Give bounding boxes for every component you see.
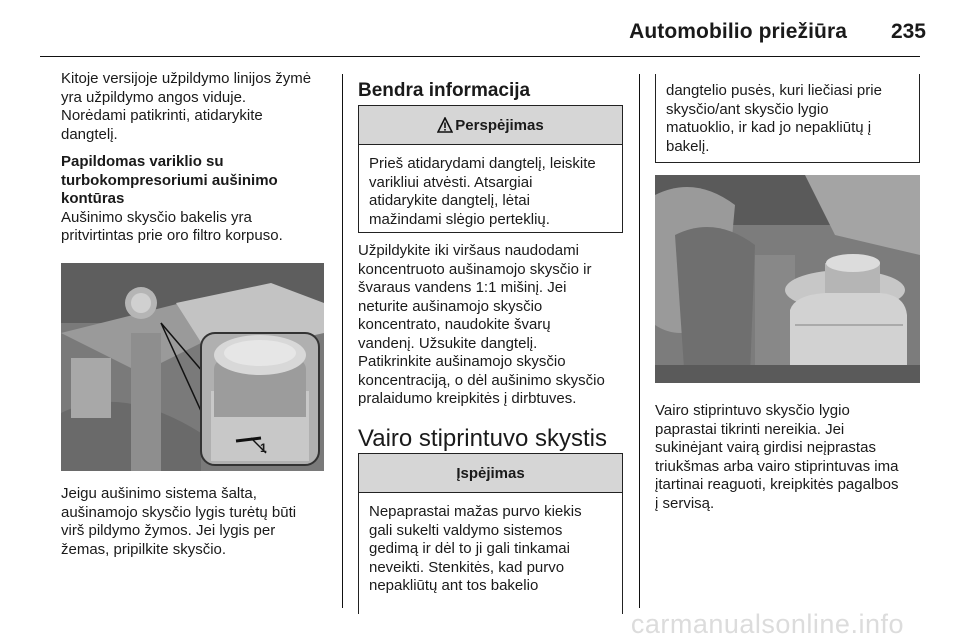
col1-subheading: Papildomas variklio su turbokompresoriumi aušinimo kontūras <box>61 153 278 207</box>
col1-paragraph-1: Kitoje versijoje užpildymo linijos žymė yra užpildymo angos viduje. Norėdami patikrinti, atidarykite dangtelį. <box>61 70 312 143</box>
col3-paragraph-1: Vairo stiprintuvo skysčio lygio paprastai tikrinti nereikia. Jei sukinėjant vairą girdisi neįprastas triukšmas arba vairo stiprintuvas ima įtartinai reaguoti, kreipkitės pagalbos į servisą. <box>655 402 899 512</box>
col2-paragraph-1: Užpildykite iki viršaus naudodami koncentruoto aušinamojo skysčio ir švaraus vandens 1:1 mišinį. Jei neturite aušinamojo skysčio koncentrato, naudokite švarų vandenį. Užsukite dangtelį. Patikrinkite aušinamojo skysčio koncentraciją, o dėl aušinimo skysčio pralaidumo kreipkitės į dirbtuves. <box>358 242 605 407</box>
engine-bay-illustration <box>61 263 324 471</box>
warning-title: Perspėjimas <box>455 116 544 134</box>
steering-reservoir-illustration <box>655 175 920 383</box>
col1-paragraph-3: Jeigu aušinimo sistema šalta, aušinamojo skysčio lygis turėtų būti virš pildymo žymos. Jei lygis per žemas, pripilkite skysčio. <box>61 485 297 558</box>
header-rule <box>40 56 920 57</box>
watermark: carmanualsonline.info <box>630 609 904 639</box>
running-header-title: Automobilio priežiūra <box>629 20 847 43</box>
warning-box-2 <box>358 453 623 614</box>
power-steering-reservoir-photo <box>655 175 920 383</box>
caution-box-body-continued: dangtelio pusės, kuri liečiasi prie skysčio/ant skysčio lygio matuoklio, ir kad jo nepakliūtų į bakelį. <box>666 82 882 155</box>
column-separator-1 <box>342 74 343 608</box>
section-heading-general-info: Bendra informacija <box>358 80 531 101</box>
caution-box-header <box>359 454 622 493</box>
warning-box-body: Prieš atidarydami dangtelį, leiskite varikliui atvėsti. Atsargiai atidarykite dangtelį, lėtai mažindami slėgio perteklių. <box>369 155 596 228</box>
warning-triangle-icon <box>437 117 453 133</box>
col1-paragraph-2: Aušinimo skysčio bakelis yra pritvirtintas prie oro filtro korpuso. <box>61 208 283 244</box>
warning-box-2-continued <box>655 74 920 163</box>
caution-title: Įspėjimas <box>456 464 525 482</box>
section-title-power-steering-fluid: Vairo stiprintuvo skystis <box>358 425 607 452</box>
coolant-reservoir-photo <box>61 263 324 471</box>
column-separator-2 <box>639 74 640 608</box>
warning-box-header <box>359 106 622 145</box>
warning-box-1 <box>358 105 623 233</box>
callout-label-1: 1 <box>260 441 267 455</box>
caution-box-body: Nepaprastai mažas purvo kiekis gali sukelti valdymo sistemos gedimą ir dėl to ji gali tinkamai neveikti. Stenkitės, kad purvo nepakliūtų ant tos bakelio <box>369 503 582 594</box>
page-number: 235 <box>890 20 926 43</box>
column-1 <box>61 70 329 246</box>
